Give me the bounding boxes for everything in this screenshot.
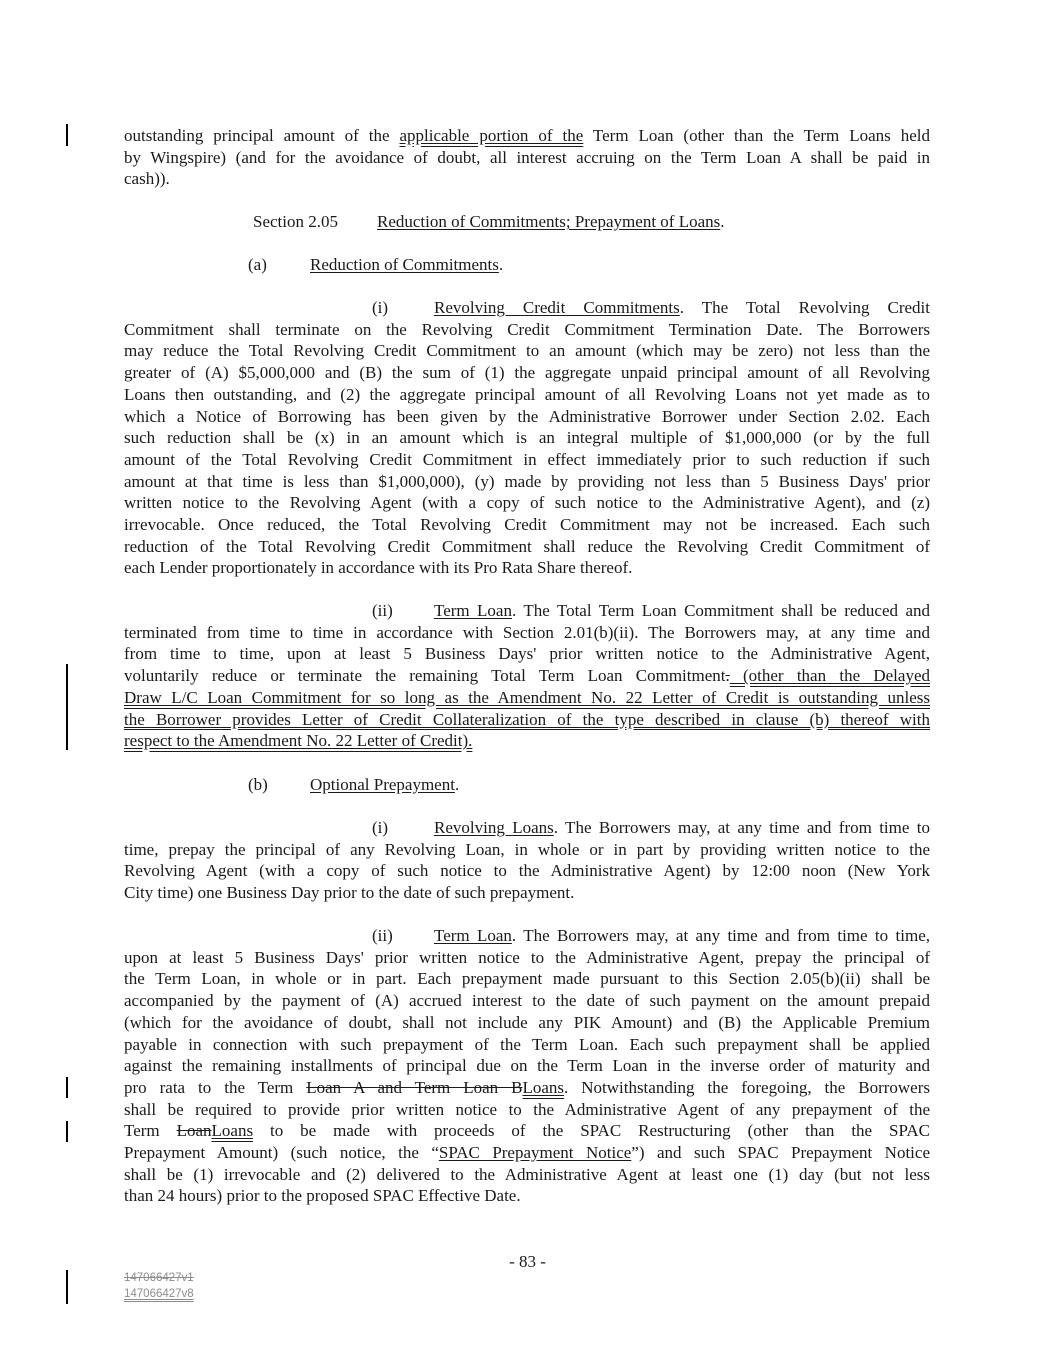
- subsection-a-heading: [248, 254, 503, 276]
- paragraph-a-ii: [124, 600, 930, 752]
- paragraph-a-i: [124, 297, 930, 579]
- deleted-text: Loan A and Term Loan B: [306, 1077, 523, 1097]
- a-i-line: Commitment shall terminate on the Revolving Credit Commitment Termination Date. The Borrowers: [124, 319, 930, 339]
- b-i-first-line: [124, 817, 930, 839]
- deleted-text: Loan: [176, 1121, 212, 1141]
- text: . The Total Revolving Credit: [679, 298, 930, 317]
- change-bar-top: [66, 124, 68, 146]
- b-ii-first-line: [124, 925, 930, 947]
- a-i-line: written notice to the Revolving Agent (with a copy of such notice to the Administrative Agent), and (z): [124, 493, 930, 513]
- continuation-line-3: cash)).: [124, 169, 170, 189]
- a-i-line: Loans then outstanding, and (2) the aggregate principal amount of all Revolving Loans not yet made as to: [124, 384, 930, 404]
- a-i-line: each Lender proportionately in accordance with its Pro Rata Share thereof.: [124, 558, 633, 578]
- inserted-text: (other than the Delayed: [729, 666, 930, 686]
- a-i-title: Revolving Credit Commitments: [434, 298, 680, 317]
- b-ii-line: against the remaining installments of principal due on the Term Loan in the inverse order of maturity and: [124, 1056, 930, 1076]
- text: . The Borrowers may, at any time and from time to time,: [511, 926, 930, 945]
- continuation-paragraph: [124, 125, 930, 190]
- section-label: Section 2.05: [253, 212, 338, 231]
- a-ii-line-4: [124, 665, 930, 687]
- a-ii-line: from time to time, upon at least 5 Business Days' prior written notice to the Administrative Agent,: [124, 644, 930, 664]
- section-title: Reduction of Commitments; Prepayment of Loans: [377, 212, 721, 231]
- a-i-line: amount of the Total Revolving Credit Commitment in effect immediately prior to such reduction if such: [124, 449, 930, 469]
- text: Prepayment Amount) (such notice, the “: [124, 1143, 439, 1163]
- change-bar-term-loan: [66, 664, 68, 750]
- b-ii-line: shall be (1) irrevocable and (2) delivered to the Administrative Agent at least one (1) day (but not less: [124, 1164, 930, 1184]
- b-ii-line-spac-notice: [124, 1142, 930, 1164]
- a-i-line: such reduction shall be (x) in an amount which is an integral multiple of $1,000,000 (or by the full: [124, 428, 930, 448]
- b-ii-line: payable in connection with such prepayment of the Term Loan. Each such prepayment shall be applied: [124, 1034, 930, 1054]
- b-ii-line-term-loans: [124, 1120, 930, 1142]
- change-bar-pro-rata: [66, 1077, 68, 1098]
- text: . Notwithstanding the foregoing, the Borrowers: [564, 1077, 931, 1097]
- text: Term Loan (other than the Term Loans held: [583, 126, 930, 145]
- change-bar-footer: [66, 1270, 68, 1304]
- inserted-text: Loans: [522, 1077, 565, 1097]
- text: . The Total Term Loan Commitment shall be reduced and: [511, 601, 930, 620]
- subsection-b-title: Optional Prepayment: [310, 775, 455, 794]
- a-ii-title: Term Loan: [434, 601, 512, 620]
- subsection-b-heading: [248, 774, 459, 796]
- b-ii-title: Term Loan: [434, 926, 512, 945]
- text: . The Borrowers may, at any time and from time to: [553, 818, 930, 837]
- a-ii-inserted-line: [124, 730, 930, 752]
- punct: .: [454, 775, 460, 794]
- a-ii-line: terminated from time to time in accordance with Section 2.01(b)(ii). The Borrowers may, at any time and: [124, 622, 930, 642]
- doc-id-new: 147066427v8: [124, 1288, 194, 1300]
- b-ii-line: accompanied by the payment of (A) accrued interest to the date of such payment on the amount prepaid: [124, 991, 930, 1011]
- subsection-b-label: (b): [248, 775, 268, 794]
- a-ii-label: (ii): [372, 601, 393, 620]
- b-i-line: time, prepay the principal of any Revolving Loan, in whole or in part by providing written notice to the: [124, 839, 930, 859]
- continuation-line-1: [124, 125, 930, 147]
- b-ii-line: shall be required to provide prior written notice to the Administrative Agent of any prepayment of the: [124, 1099, 930, 1119]
- b-ii-line: than 24 hours) prior to the proposed SPAC Effective Date.: [124, 1186, 521, 1206]
- b-i-title: Revolving Loans: [434, 818, 554, 837]
- a-i-line: may reduce the Total Revolving Credit Commitment to an amount (which may be zero) not less than the: [124, 341, 930, 361]
- inserted-text: Draw L/C Loan Commitment for so long as the Amendment No. 22 Letter of Credit is outstanding unless: [124, 687, 930, 707]
- inserted-text: applicable portion of the: [399, 126, 584, 145]
- a-i-line: irrevocable. Once reduced, the Total Revolving Credit Commitment may not be increased. Each such: [124, 515, 930, 535]
- text: to be made with proceeds of the SPAC Restructuring (other than the SPAC: [253, 1121, 930, 1141]
- b-ii-line: upon at least 5 Business Days' prior written notice to the Administrative Agent, prepay the principal of: [124, 947, 930, 967]
- page-number: - 83 -: [509, 1252, 546, 1271]
- defined-term: SPAC Prepayment Notice: [438, 1143, 632, 1163]
- a-i-line: reduction of the Total Revolving Credit Commitment shall reduce the Revolving Credit Commitment of: [124, 536, 930, 556]
- continuation-line-2: by Wingspire) (and for the avoidance of doubt, all interest accruing on the Term Loan A shall be paid in: [124, 147, 930, 167]
- punct: .: [498, 255, 504, 274]
- section-heading: [253, 211, 725, 233]
- a-ii-inserted-line: [124, 709, 930, 731]
- paragraph-b-i: [124, 817, 930, 904]
- subsection-a-title: Reduction of Commitments: [310, 255, 499, 274]
- a-ii-inserted-line: [124, 687, 930, 709]
- a-i-first-line: [124, 297, 930, 319]
- b-ii-line: (which for the avoidance of doubt, shall not include any PIK Amount) and (B) the Applicable Premium: [124, 1012, 930, 1032]
- b-i-line: Revolving Agent (with a copy of such notice to the Administrative Agent) by 12:00 noon (New York: [124, 861, 930, 881]
- change-bar-term-loans: [66, 1121, 68, 1142]
- text: voluntarily reduce or terminate the remaining Total Term Loan Commitment: [124, 666, 726, 686]
- paragraph-b-ii: [124, 925, 930, 1207]
- a-ii-first-line: [124, 600, 930, 622]
- inserted-text: Loans: [211, 1121, 254, 1141]
- a-i-label: (i): [372, 298, 389, 317]
- text: pro rata to the Term: [124, 1077, 307, 1097]
- a-i-line: amount at that time is less than $1,000,000), (y) made by providing not less than 5 Business Days' prior: [124, 471, 930, 491]
- a-i-line: greater of (A) $5,000,000 and (B) the sum of (1) the aggregate unpaid principal amount of all Revolving: [124, 363, 930, 383]
- b-ii-line: the Term Loan, in whole or in part. Each prepayment made pursuant to this Section 2.05(b)(ii) shall be: [124, 969, 930, 989]
- doc-id-old: 147066427v1: [124, 1272, 194, 1284]
- b-ii-label: (ii): [372, 926, 393, 945]
- b-i-label: (i): [372, 818, 389, 837]
- a-i-line: which a Notice of Borrowing has been given by the Administrative Borrower under Section 2.02. Each: [124, 406, 930, 426]
- b-ii-line-pro-rata: [124, 1077, 930, 1099]
- inserted-text: respect to the Amendment No. 22 Letter of Credit).: [124, 731, 473, 751]
- b-i-line: City time) one Business Day prior to the date of such prepayment.: [124, 883, 575, 903]
- text: outstanding principal amount of the: [124, 126, 400, 145]
- deleted-text: .: [725, 666, 730, 686]
- inserted-text: the Borrower provides Letter of Credit Collateralization of the type described in clause (b) thereof with: [124, 709, 930, 729]
- subsection-a-label: (a): [248, 255, 267, 274]
- section-title-punct: .: [720, 212, 725, 231]
- text: ”) and such SPAC Prepayment Notice: [631, 1143, 930, 1163]
- text: Term: [124, 1121, 177, 1141]
